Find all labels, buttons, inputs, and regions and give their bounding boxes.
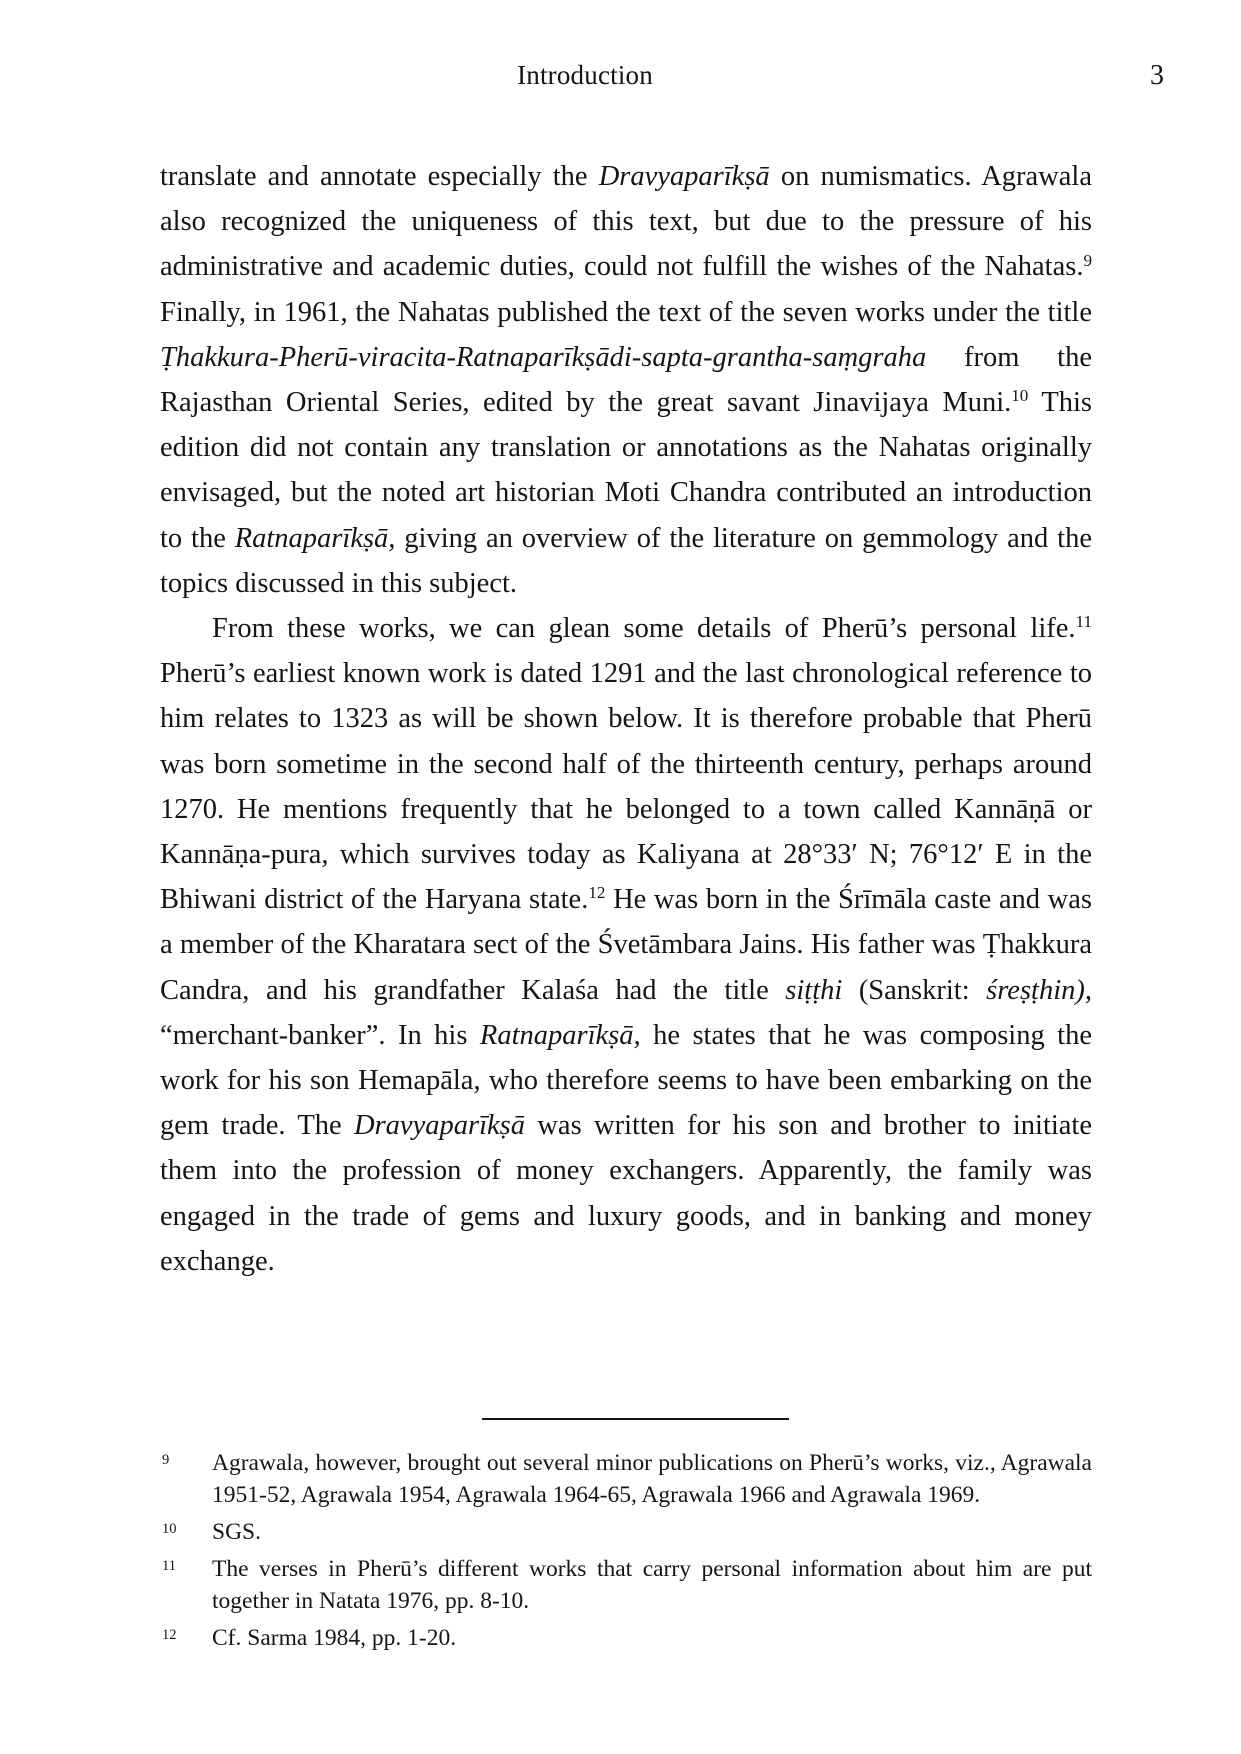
text-run: he states that he was composing the work for his son Hemapāla, who therefore seems to have been embarking on the gem trade. The <box>160 1019 1092 1142</box>
italic-title-text: Dravyaparīkṣā <box>598 161 770 192</box>
footnote <box>160 1553 1092 1617</box>
text-run: (Sanskrit: <box>842 974 987 1006</box>
footnote-number: 12 <box>162 1627 177 1643</box>
text-run: from the Rajasthan Oriental Series, edited by the great savant Jinavijaya Muni. <box>160 341 1092 419</box>
paragraph <box>160 154 1092 606</box>
italic-title-text: Dravyaparīkṣā <box>354 1110 525 1142</box>
footnote-text: The verses in Pherū’s different works that carry personal information about him are put together in Natata 1976, pp. 8-10. <box>212 1556 1092 1614</box>
footnote-separator-rule <box>482 1418 789 1420</box>
page-header <box>0 60 1241 96</box>
text-run: “merchant-banker”. In his <box>160 1019 480 1051</box>
footnote <box>160 1447 1092 1511</box>
paragraph <box>160 606 1092 1284</box>
body-text-block <box>160 154 1092 1284</box>
italic-title-text: śreṣṭhin), <box>986 974 1092 1006</box>
italic-title-text: Ratnaparīkṣā, <box>234 522 396 554</box>
text-run: Pherū’s earliest known work is dated 1291 and the last chronological reference to him relates to 1323 as will be shown below. It is therefore probable that Pherū was born sometime in the second half of the thirteenth century, perhaps around 1270. He mentions frequently that he belonged to a town called Kannāṇā or Kannāṇa-pura, which survives today as Kaliyana at 28°33′ N; 76°12′ E in the Bhiwani district of the Haryana state. <box>160 658 1092 916</box>
footnote-reference: 9 <box>1083 250 1092 270</box>
text-run: giving an overview of the literature on gemmology and the topics discussed in this subject. <box>160 522 1092 599</box>
footnote-reference: 10 <box>1011 386 1029 406</box>
text-run: From these works, we can glean some details of Pherū’s personal life. <box>212 613 1076 645</box>
page-number: 3 <box>1150 60 1164 91</box>
running-head-title: Introduction <box>517 60 653 90</box>
text-run: Finally, in 1961, the Nahatas published the text of the seven works under the title <box>160 296 1092 328</box>
footnote-number: 10 <box>162 1521 177 1537</box>
footnote-text: SGS. <box>212 1519 261 1545</box>
footnote-reference: 12 <box>588 883 606 903</box>
text-run: was written for his son and brother to initiate them into the profession of money exchangers. Apparently, the family was engaged in the trade of gems and luxury goods, and in banking and money exchange. <box>160 1110 1093 1277</box>
text-run: on numismatics. Agrawala also recognized the uniqueness of this text, but due to the pressure of his administrative and academic duties, could not fulfill the wishes of the Nahatas. <box>160 161 1092 283</box>
footnote-text: Cf. Sarma 1984, pp. 1-20. <box>212 1625 457 1651</box>
italic-title-text: Ṭhakkura-Pherū-viracita-Ratnaparīkṣādi-sapta-grantha-saṃgraha <box>160 341 927 373</box>
text-run: This edition did not contain any translation or annotations as the Nahatas originally envisaged, but the noted art historian Moti Chandra contributed an introduction to the <box>160 387 1093 554</box>
text-run: translate and annotate especially the <box>160 161 599 192</box>
footnote-number: 9 <box>162 1452 170 1468</box>
footnote-reference: 11 <box>1075 612 1092 632</box>
footnote <box>160 1622 1092 1654</box>
footnotes-section <box>160 1447 1092 1659</box>
footnote-text: Agrawala, however, brought out several minor publications on Pherū’s works, viz., Agrawala 1951-52, Agrawala 1954, Agrawala 1964-65, Agrawala 1966 and Agrawala 1969. <box>212 1450 1092 1508</box>
footnote-number: 11 <box>162 1558 176 1574</box>
text-run: He was born in the Śrīmāla caste and was a member of the Kharatara sect of the Śvetāmbara Jains. His father was Ṭhakkura Candra, and his grandfather Kalaśa had the title <box>160 884 1092 1006</box>
italic-title-text: siṭṭhi <box>785 974 843 1006</box>
footnote <box>160 1516 1092 1548</box>
italic-title-text: Ratnaparīkṣā, <box>479 1019 641 1051</box>
